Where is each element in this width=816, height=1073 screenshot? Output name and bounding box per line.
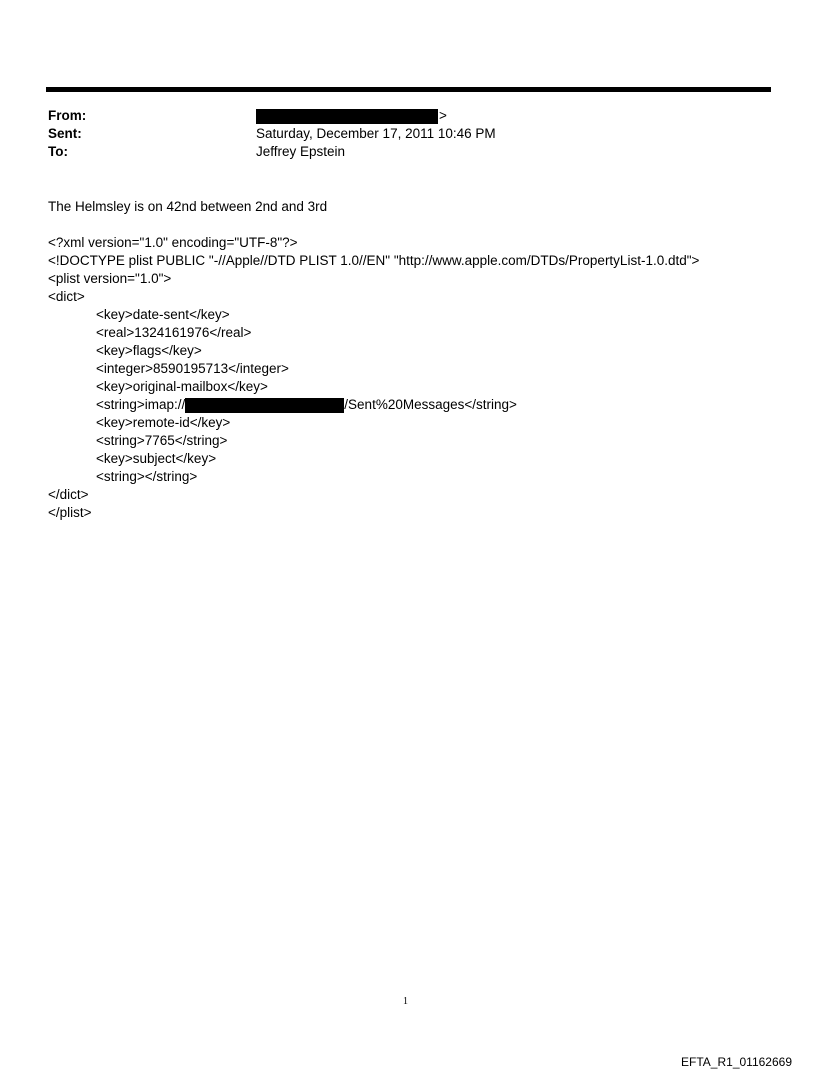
header-rule (46, 87, 771, 92)
key-remote-id: <key>remote-id</key> (96, 415, 231, 430)
document-id: EFTA_R1_01162669 (681, 1055, 792, 1069)
from-suffix: > (439, 108, 447, 123)
plist-open: <plist version="1.0"> (48, 271, 172, 286)
redaction-block (256, 109, 438, 124)
sent-value: Saturday, December 17, 2011 10:46 PM (256, 126, 496, 141)
string-imap-prefix: <string>imap:// (96, 397, 186, 412)
doctype-line: <!DOCTYPE plist PUBLIC "-//Apple//DTD PLIST 1.0//EN" "http://www.apple.com/DTDs/PropertyList-1.0.dtd"> (48, 253, 700, 268)
key-original-mailbox: <key>original-mailbox</key> (96, 379, 268, 394)
integer-value: <integer>8590195713</integer> (96, 361, 289, 376)
redaction-block (185, 398, 344, 413)
from-value (256, 107, 447, 125)
string-imap-suffix: /Sent%20Messages</string> (344, 397, 517, 412)
email-header (48, 107, 748, 161)
to-label: To: (48, 144, 68, 159)
real-value: <real>1324161976</real> (96, 325, 252, 340)
dict-open: <dict> (48, 289, 85, 304)
message-body: The Helmsley is on 42nd between 2nd and 3rd (48, 199, 328, 214)
plist-close: </plist> (48, 505, 92, 520)
from-row (48, 107, 748, 125)
dict-close: </dict> (48, 487, 89, 502)
to-row (48, 143, 748, 161)
string-subject: <string></string> (96, 469, 198, 484)
sent-label: Sent: (48, 126, 82, 141)
page-number: 1 (403, 996, 408, 1007)
sent-row (48, 125, 748, 143)
key-date-sent: <key>date-sent</key> (96, 307, 230, 322)
xml-declaration: <?xml version="1.0" encoding="UTF-8"?> (48, 235, 298, 250)
from-label: From: (48, 108, 87, 123)
to-value: Jeffrey Epstein (256, 144, 346, 159)
key-flags: <key>flags</key> (96, 343, 202, 358)
string-imap (48, 396, 768, 414)
key-subject: <key>subject</key> (96, 451, 217, 466)
plist-block (48, 234, 768, 522)
string-remote-id: <string>7765</string> (96, 433, 228, 448)
